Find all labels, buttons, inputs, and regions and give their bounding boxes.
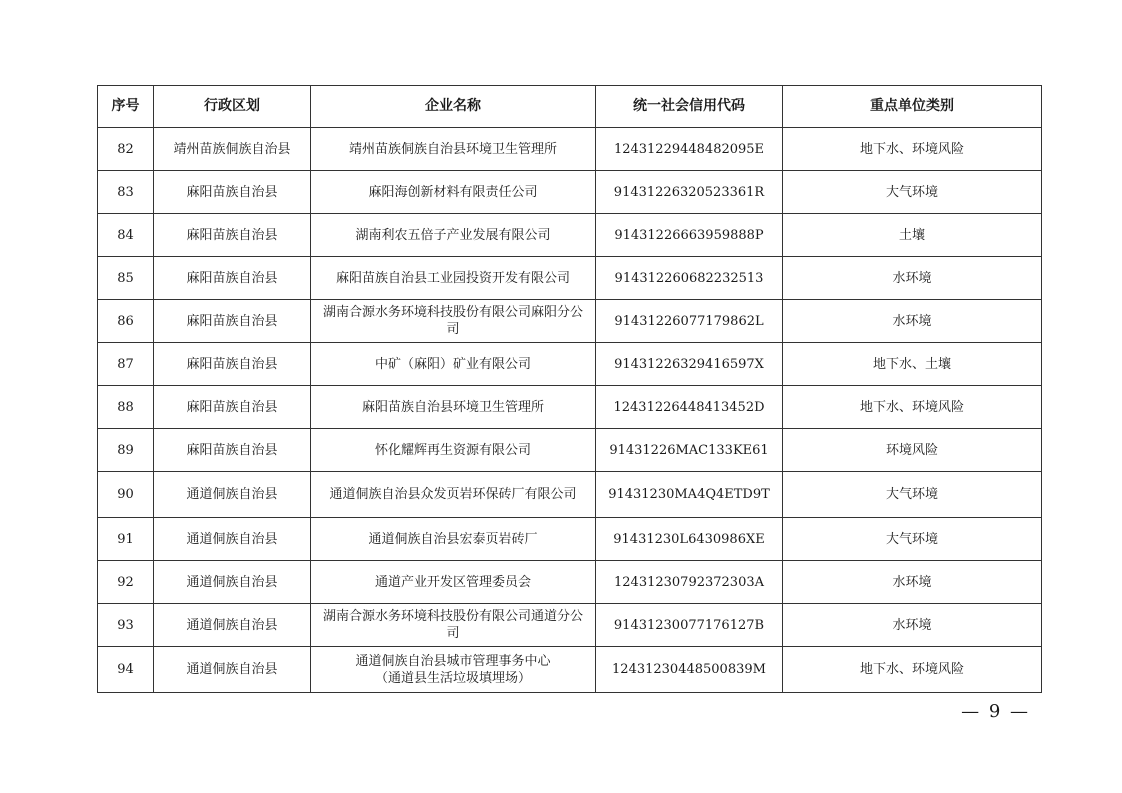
cell-category: 水环境 [783, 561, 1042, 604]
cell-company [311, 171, 596, 214]
header-region: 行政区划 [154, 86, 311, 128]
cell-category: 大气环境 [783, 518, 1042, 561]
page-number: — 9 — [961, 701, 1030, 722]
table-row [98, 429, 1042, 472]
cell-company [311, 647, 596, 693]
table-row [98, 518, 1042, 561]
cell-company [311, 300, 596, 343]
cell-category: 大气环境 [783, 472, 1042, 518]
cell-company [311, 429, 596, 472]
cell-region: 麻阳苗族自治县 [154, 171, 311, 214]
cell-region: 通道侗族自治县 [154, 518, 311, 561]
cell-region: 麻阳苗族自治县 [154, 300, 311, 343]
table-row [98, 300, 1042, 343]
cell-index: 89 [98, 429, 154, 472]
company-name-text: 麻阳苗族自治县环境卫生管理所 [361, 399, 544, 415]
cell-credit-code: 12431229448482095E [596, 128, 783, 171]
header-index: 序号 [98, 86, 154, 128]
cell-index: 90 [98, 472, 154, 518]
cell-category: 土壤 [783, 214, 1042, 257]
cell-company [311, 128, 596, 171]
cell-region: 麻阳苗族自治县 [154, 429, 311, 472]
table-row [98, 647, 1042, 693]
table-header-row [98, 86, 1042, 128]
table-row [98, 214, 1042, 257]
cell-credit-code: 91431226663959888P [596, 214, 783, 257]
cell-index: 88 [98, 386, 154, 429]
cell-region: 通道侗族自治县 [154, 472, 311, 518]
cell-index: 84 [98, 214, 154, 257]
cell-category: 水环境 [783, 604, 1042, 647]
company-name-text: 通道侗族自治县众发页岩环保砖厂有限公司 [329, 487, 577, 502]
company-name-text: 麻阳海创新材料有限责任公司 [368, 184, 538, 200]
cell-credit-code: 91431226329416597X [596, 343, 783, 386]
company-name-text: 怀化耀辉再生资源有限公司 [374, 442, 531, 458]
cell-category: 地下水、土壤 [783, 343, 1042, 386]
table-row [98, 257, 1042, 300]
cell-index: 87 [98, 343, 154, 386]
table-row [98, 128, 1042, 171]
header-category: 重点单位类别 [783, 86, 1042, 128]
table-body [98, 128, 1042, 693]
cell-company [311, 257, 596, 300]
cell-region: 麻阳苗族自治县 [154, 257, 311, 300]
cell-company [311, 472, 596, 518]
table-row [98, 171, 1042, 214]
company-name-text: 湖南合源水务环境科技股份有限公司通道分公司 [322, 609, 583, 641]
table-row [98, 604, 1042, 647]
header-credit-code: 统一社会信用代码 [596, 86, 783, 128]
cell-category: 地下水、环境风险 [783, 128, 1042, 171]
cell-credit-code: 91431230L6430986XE [596, 518, 783, 561]
cell-index: 93 [98, 604, 154, 647]
cell-region: 靖州苗族侗族自治县 [154, 128, 311, 171]
cell-credit-code: 12431230792372303A [596, 561, 783, 604]
company-name-text: 中矿（麻阳）矿业有限公司 [374, 356, 531, 372]
cell-region: 通道侗族自治县 [154, 561, 311, 604]
cell-credit-code: 91431226MAC133KE61 [596, 429, 783, 472]
cell-index: 91 [98, 518, 154, 561]
table-row [98, 472, 1042, 518]
cell-company [311, 518, 596, 561]
cell-company [311, 386, 596, 429]
cell-category: 地下水、环境风险 [783, 647, 1042, 693]
cell-credit-code: 91431230077176127B [596, 604, 783, 647]
company-name-text: 通道产业开发区管理委员会 [374, 574, 531, 590]
company-name-text: 湖南合源水务环境科技股份有限公司麻阳分公司 [322, 305, 583, 337]
cell-region: 麻阳苗族自治县 [154, 214, 311, 257]
table-row [98, 561, 1042, 604]
cell-credit-code: 12431230448500839M [596, 647, 783, 693]
cell-company [311, 604, 596, 647]
header-company: 企业名称 [311, 86, 596, 128]
table-row [98, 386, 1042, 429]
cell-region: 通道侗族自治县 [154, 647, 311, 693]
cell-company [311, 343, 596, 386]
cell-category: 环境风险 [783, 429, 1042, 472]
company-name-text: 湖南利农五倍子产业发展有限公司 [355, 227, 551, 243]
cell-credit-code: 91431226320523361R [596, 171, 783, 214]
cell-index: 83 [98, 171, 154, 214]
cell-credit-code: 91431230MA4Q4ETD9T [596, 472, 783, 518]
cell-region: 麻阳苗族自治县 [154, 386, 311, 429]
cell-company [311, 561, 596, 604]
cell-category: 水环境 [783, 300, 1042, 343]
cell-credit-code: 12431226448413452D [596, 386, 783, 429]
cell-index: 85 [98, 257, 154, 300]
cell-index: 94 [98, 647, 154, 693]
cell-index: 86 [98, 300, 154, 343]
company-name-text: 通道侗族自治县宏泰页岩砖厂 [368, 531, 538, 547]
cell-index: 82 [98, 128, 154, 171]
cell-category: 地下水、环境风险 [783, 386, 1042, 429]
cell-credit-code: 914312260682232513 [596, 257, 783, 300]
cell-region: 麻阳苗族自治县 [154, 343, 311, 386]
cell-category: 大气环境 [783, 171, 1042, 214]
table-row [98, 343, 1042, 386]
company-name-text: 通道侗族自治县城市管理事务中心 （通道县生活垃圾填埋场） [355, 653, 551, 686]
cell-index: 92 [98, 561, 154, 604]
enterprise-table [97, 85, 1042, 693]
cell-category: 水环境 [783, 257, 1042, 300]
cell-company [311, 214, 596, 257]
cell-region: 通道侗族自治县 [154, 604, 311, 647]
company-name-text: 靖州苗族侗族自治县环境卫生管理所 [348, 141, 557, 157]
company-name-text: 麻阳苗族自治县工业园投资开发有限公司 [335, 270, 570, 286]
cell-credit-code: 91431226077179862L [596, 300, 783, 343]
